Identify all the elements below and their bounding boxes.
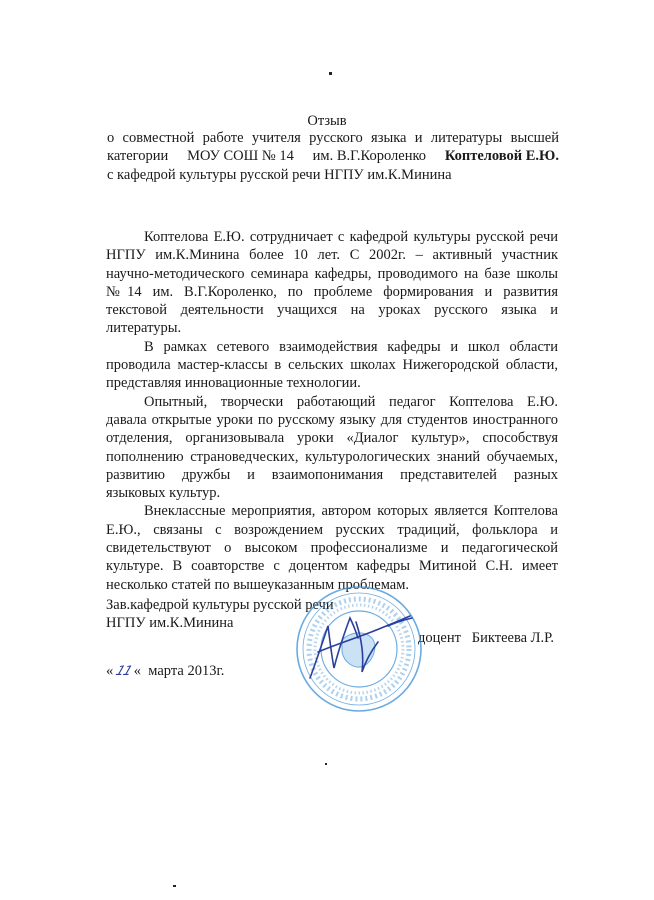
text-line: пополнению страноведческих, культурологических знаний обучаемых, bbox=[106, 448, 558, 465]
heading-category: категории bbox=[107, 148, 169, 165]
signatory-role-line-2: НГПУ им.К.Минина bbox=[106, 615, 234, 631]
signatory-role-line-1: Зав.кафедрой культуры русской речи bbox=[106, 597, 334, 613]
scan-speck bbox=[329, 72, 332, 75]
heading-line-1: о совместной работе учителя русского языка и литературы высшей bbox=[107, 130, 559, 146]
heading-school: МОУ СОШ № 14 bbox=[187, 148, 294, 165]
heading-line-2 bbox=[107, 147, 559, 165]
text-line: В рамках сетевого взаимодействия кафедры и школ области bbox=[144, 338, 558, 355]
text-line: несколько статей по вышеуказанным проблемам. bbox=[106, 576, 410, 593]
document-body bbox=[106, 228, 558, 594]
date-month-year: марта 2013г. bbox=[148, 663, 225, 679]
text-line: текстовой деятельности учащихся на уроках русского языка и bbox=[106, 302, 558, 319]
paragraph bbox=[106, 338, 558, 393]
scan-speck bbox=[173, 885, 176, 887]
text-line: свидетельствуют о высоком профессионализме и педагогической bbox=[106, 540, 558, 557]
heading-person: Коптеловой Е.Ю. bbox=[444, 148, 559, 165]
text-line: литературы. bbox=[106, 320, 182, 337]
heading-school-name: им. В.Г.Короленко bbox=[312, 148, 427, 165]
text-line: отделения, организовывала уроки «Диалог культур», способствуя bbox=[106, 430, 558, 447]
text-line: проводила мастер-классы в сельских школах Нижегородской области, bbox=[106, 357, 558, 374]
document-heading bbox=[107, 129, 559, 184]
date-close-quote: « bbox=[133, 663, 142, 679]
scan-speck bbox=[325, 763, 327, 765]
document-date bbox=[106, 662, 224, 681]
date-day-handwritten: 11 bbox=[113, 664, 134, 679]
text-line: языковых культур. bbox=[106, 485, 221, 502]
signatory-name: доцент Биктеева Л.Р. bbox=[418, 630, 554, 646]
document-title: Отзыв bbox=[307, 113, 347, 129]
paragraph bbox=[106, 228, 558, 338]
paragraph bbox=[106, 393, 558, 503]
text-line: Е.Ю., связаны с возрождением русских традиций, фольклора и bbox=[106, 521, 558, 538]
text-line: представляя инновационные технологии. bbox=[106, 375, 361, 392]
date-open-quote: « bbox=[106, 663, 114, 679]
text-line: НГПУ им.К.Минина более 10 лет. С 2002г. – активный участник bbox=[106, 247, 558, 264]
heading-line-3: с кафедрой культуры русской речи НГПУ им.К.Минина bbox=[107, 166, 452, 183]
text-line: культуре. В соавторстве с доцентом кафедры Митиной С.Н. имеет bbox=[106, 558, 558, 575]
text-line: Коптелова Е.Ю. сотрудничает с кафедрой культуры русской речи bbox=[144, 229, 558, 245]
text-line: Внеклассные мероприятия, автором которых является Коптелова bbox=[144, 503, 558, 520]
text-line: развитию дружбы и взаимопонимания представителей разных bbox=[106, 466, 558, 483]
text-line: научно-методического семинара кафедры, проводимого на базе школы bbox=[106, 265, 558, 282]
paragraph bbox=[106, 502, 558, 593]
text-line: Опытный, творчески работающий педагог Коптелова Е.Ю. bbox=[144, 393, 558, 410]
text-line: №14 им. В.Г.Короленко, по проблеме формирования и развития bbox=[106, 283, 558, 300]
official-stamp bbox=[292, 582, 426, 716]
text-line: давала открытые уроки по русскому языку для студентов иностранного bbox=[106, 411, 558, 428]
